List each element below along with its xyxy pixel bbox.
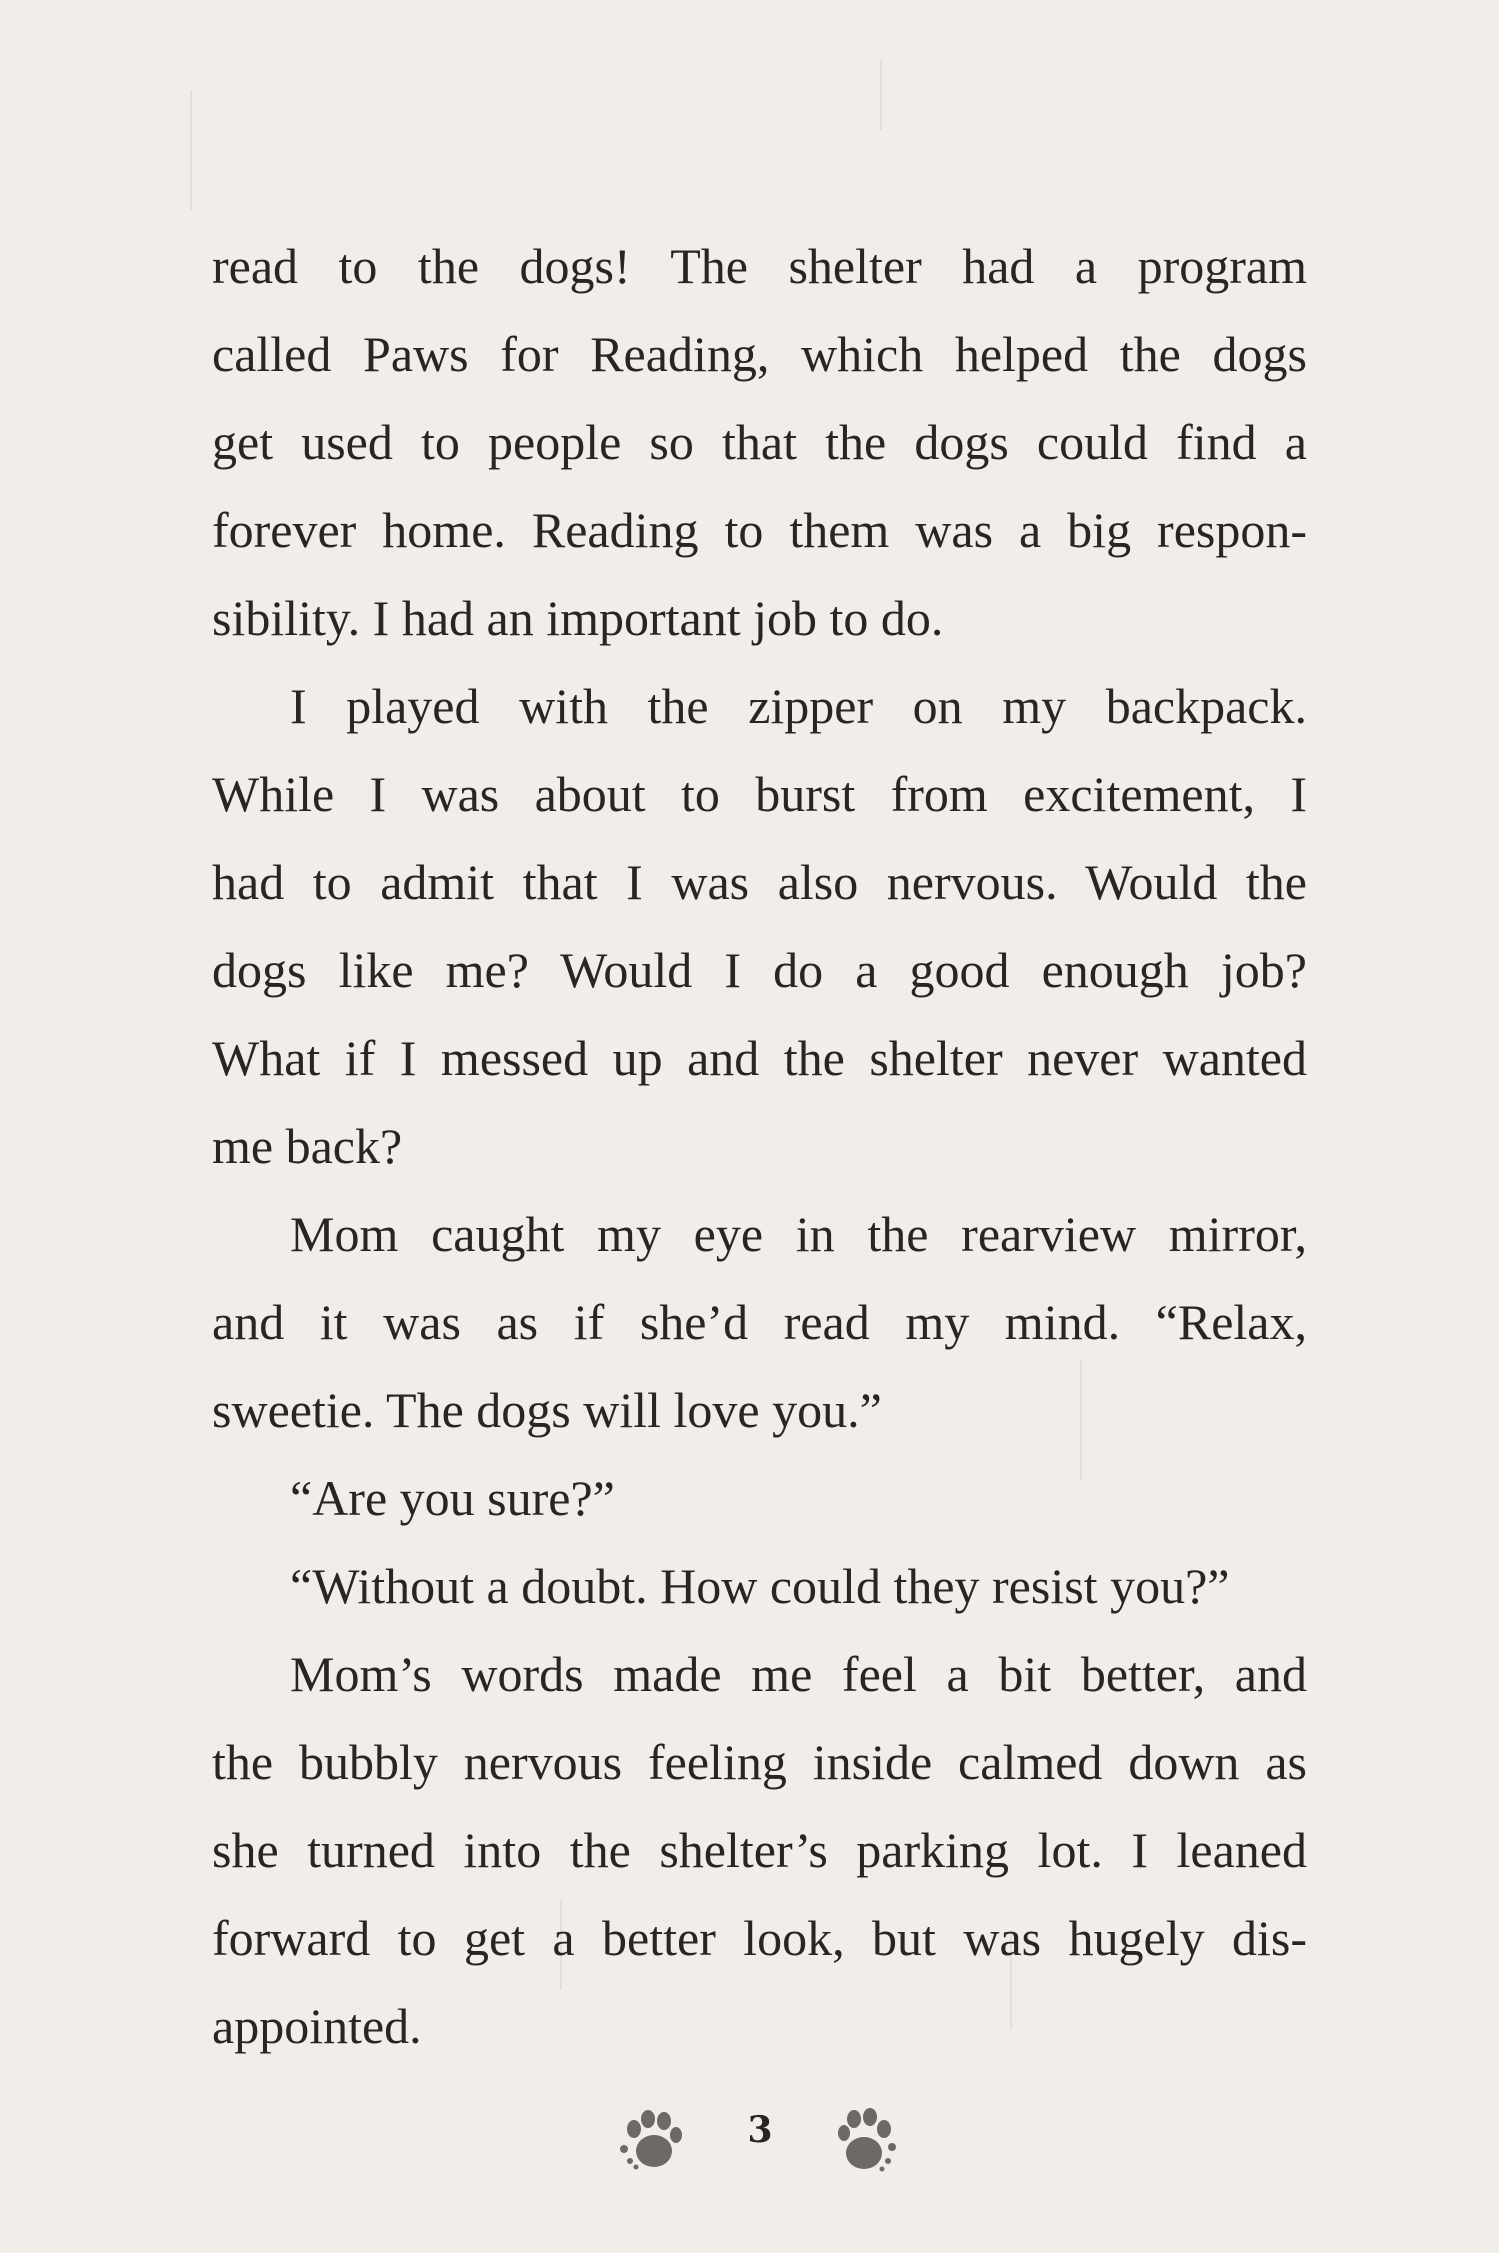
- page-footer: [0, 2085, 1499, 2195]
- text-line: read to the dogs! The shelter had a program: [212, 238, 1307, 294]
- paw-print-icon: [612, 2103, 692, 2183]
- text-line: sibility. I had an important job to do.: [212, 590, 944, 646]
- text-line: had to admit that I was also nervous. Would the: [212, 854, 1307, 910]
- text-line: the bubbly nervous feeling inside calmed down as: [212, 1734, 1307, 1790]
- page-number: 3: [747, 2109, 773, 2151]
- text-line: forever home. Reading to them was a big respon-: [212, 502, 1307, 558]
- text-line: get used to people so that the dogs could find a: [212, 414, 1307, 470]
- text-line: I played with the zipper on my backpack.: [290, 678, 1307, 734]
- text-line: “Are you sure?”: [290, 1470, 615, 1526]
- text-line: me back?: [212, 1118, 403, 1174]
- text-line: forward to get a better look, but was hugely dis-: [212, 1910, 1307, 1966]
- text-line: dogs like me? Would I do a good enough job?: [212, 942, 1307, 998]
- text-line: appointed.: [212, 1998, 422, 2054]
- text-line: What if I messed up and the shelter never wanted: [212, 1030, 1307, 1086]
- paw-print-icon: [826, 2103, 906, 2183]
- text-line: Mom’s words made me feel a bit better, and: [290, 1646, 1307, 1702]
- text-line: While I was about to burst from excitement, I: [212, 766, 1307, 822]
- text-line: “Without a doubt. How could they resist you?”: [290, 1558, 1230, 1614]
- body-text: [212, 222, 1307, 2070]
- text-line: Mom caught my eye in the rearview mirror,: [290, 1206, 1307, 1262]
- text-line: called Paws for Reading, which helped the dogs: [212, 326, 1307, 382]
- text-line: she turned into the shelter’s parking lot. I leaned: [212, 1822, 1307, 1878]
- text-line: and it was as if she’d read my mind. “Relax,: [212, 1294, 1307, 1350]
- text-line: sweetie. The dogs will love you.”: [212, 1382, 882, 1438]
